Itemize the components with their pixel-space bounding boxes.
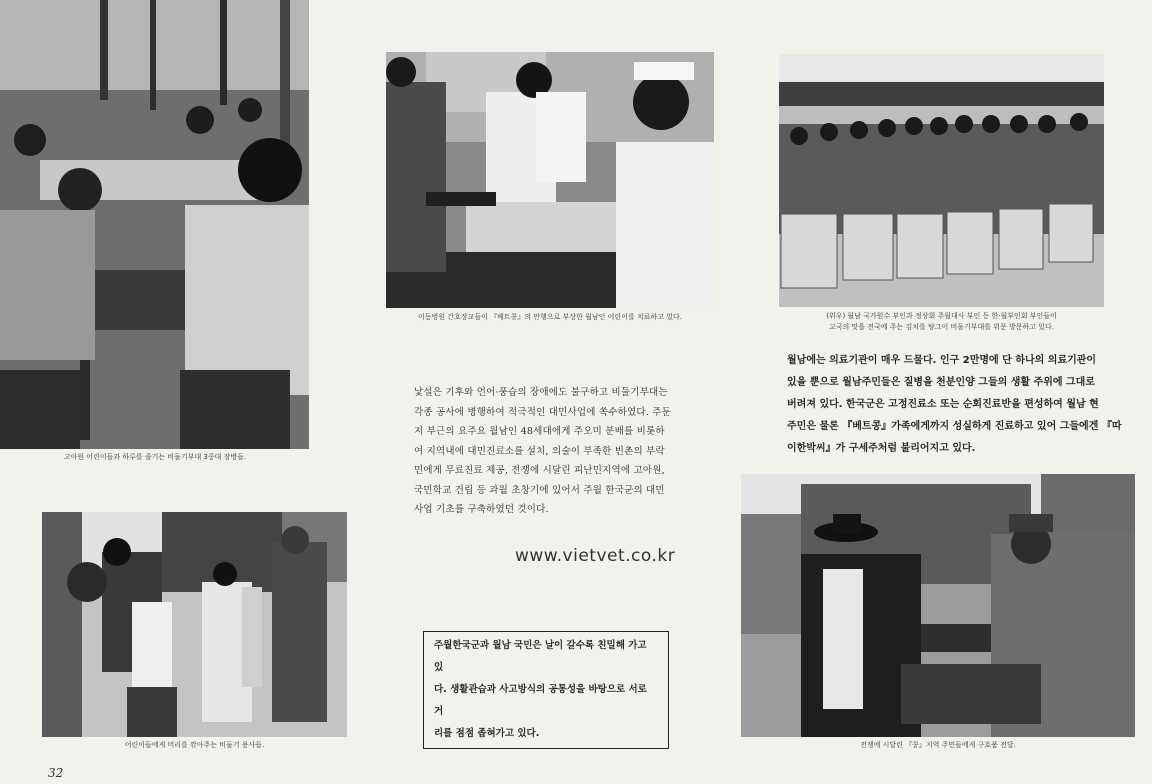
text-line: 낯설은 기후와 언어·풍습의 장애에도 불구하고 비둘기부대는 — [414, 387, 668, 398]
text-line: 있을 뿐으로 월남주민들은 질병을 천분인양 그들의 생활 주위에 그대로 — [787, 377, 1095, 388]
photo-children-dinner — [0, 0, 309, 449]
text-line: 주월한국군과 월남 국민은 날이 갈수록 친밀해 가고 있 — [434, 640, 647, 673]
caption-nurses-treatment: 이동병원 간호장교들이 『베트콩』의 만행으로 부상한 월남인 어린이를 치료하고 있다. — [418, 313, 682, 321]
text-line: 월남에는 의료기관이 매우 드물다. 인구 2만명에 단 하나의 의료기관이 — [787, 355, 1097, 366]
text-line: 다. 생활관습과 사고방식의 공통성을 바탕으로 서로 거 — [434, 684, 647, 717]
text-line: 여 지역내에 대민진료소를 설치, 의술이 부족한 빈촌의 부락 — [414, 445, 665, 457]
text-line: 이한박씨』가 구세주처럼 불리어지고 있다. — [787, 443, 976, 454]
text-line: 버려져 있다. 한국군은 고정진료소 또는 순회진료반을 편성하여 월남 현 — [787, 399, 1099, 410]
text-line: 주민은 물론 『베트콩』가족에게까지 성실하게 진료하고 있어 그들에겐 『따 — [787, 421, 1122, 432]
text-line: 사업 기초를 구축하였던 것이다. — [414, 504, 549, 515]
photo-relief-goods — [741, 474, 1135, 737]
caption-relief-goods: 전쟁에 시달린 『콩』지역 주민들에게 구호품 전달. — [860, 741, 1016, 749]
photo-haircut — [42, 512, 347, 737]
boxed-summary — [423, 631, 669, 749]
text-line: 국민학교 건립 등 과월 초창기에 있어서 주월 한국군의 대민 — [414, 484, 665, 496]
page-number: 32 — [48, 766, 64, 780]
caption-children-dinner: 고아원 어린이들과 하루를 즐기는 비둘기부대 3중대 장병들. — [63, 453, 247, 461]
text-line: 민에게 무료진료 제공, 전쟁에 시달린 피난민지역에 고아원, — [414, 465, 665, 476]
text-line: 각종 공사에 병행하여 적극적인 대민사업에 쏙수하였다. 주둔 — [414, 406, 671, 418]
caption-donation-ceremony-line1: (위우) 월남 국가원수 부인과 정상회 주월대사 부인 등 한·월부인회 부인들이 — [826, 312, 1057, 320]
caption-donation-ceremony-line2: 고국의 맛을 전국에 주는 김치를 탕그이 비둘기부대를 위문 방문하고 있다. — [828, 323, 1055, 331]
body-text-right — [787, 350, 1132, 460]
caption-haircut: 어린이들에게 머리를 깎아주는 비둘기 용사들. — [124, 741, 265, 749]
photo-donation-ceremony — [779, 54, 1104, 307]
photo-nurses-treatment — [386, 52, 714, 308]
watermark: www.vietvet.co.kr — [515, 546, 676, 566]
text-line: 리를 점점 좁혀가고 있다. — [434, 728, 540, 739]
body-text-center — [414, 383, 714, 520]
text-line: 지 부근의 요주요 월남인 48세대에게 주오미 분배를 비롯하 — [414, 426, 665, 437]
